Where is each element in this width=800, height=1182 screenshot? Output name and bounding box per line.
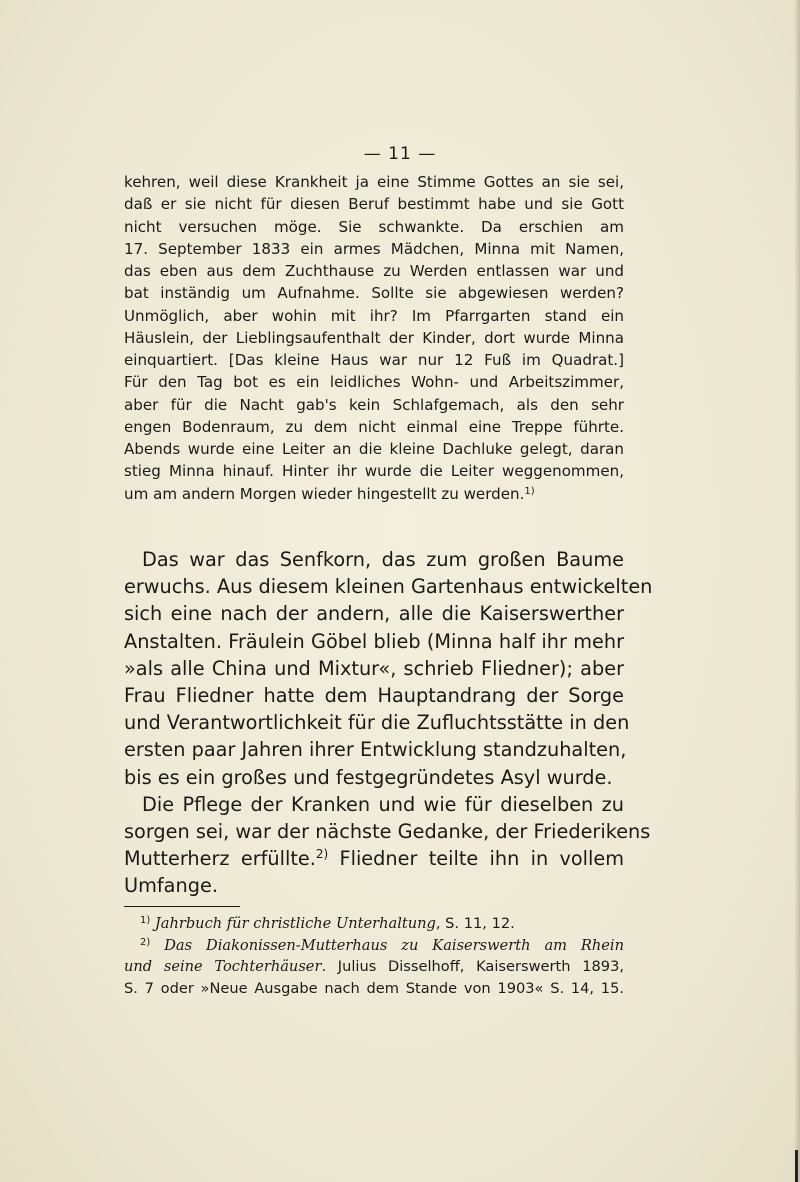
text-line: stieg Minna hinauf. Hinter ihr wurde die Leiter weggenommen, bbox=[124, 462, 624, 481]
footnote-text: , S. 11, 12. bbox=[435, 915, 515, 932]
text-line: Unmöglich, aber wohin mit ihr? Im Pfarrgarten stand ein bbox=[124, 306, 624, 325]
text-line: kehren, weil diese Krankheit ja eine Stimme Gottes an sie sei, bbox=[124, 173, 624, 191]
text-line: 17. September 1833 ein armes Mädchen, Minna mit Namen, bbox=[124, 239, 624, 258]
paragraph-small bbox=[124, 171, 624, 505]
footnote-marker: 1) bbox=[140, 915, 151, 926]
text-line: Für den Tag bot es ein leidliches Wohn- und Arbeitszimmer, bbox=[124, 373, 624, 392]
text-segment: Mutterherz erfüllte. bbox=[124, 847, 316, 871]
text-line: »als alle China und Mixtur«, schrieb Fliedner); aber bbox=[124, 656, 624, 680]
text-line: bat inständig um Aufnahme. Sollte sie abgewiesen werden? bbox=[124, 284, 624, 303]
text-line: engen Bodenraum, zu dem nicht einmal eine Treppe führte. bbox=[124, 417, 624, 436]
footnote-1 bbox=[124, 913, 624, 935]
footnote-reference: 2) bbox=[315, 847, 329, 862]
text-segment: Fliedner teilte ihn in vollem bbox=[328, 847, 625, 871]
text-line: sorgen sei, war der nächste Gedanke, der Friederikens bbox=[124, 820, 651, 844]
page-number: — 11 — bbox=[363, 144, 437, 164]
text-line: ersten paar Jahren ihrer Entwicklung standzuhalten, bbox=[124, 738, 627, 762]
footnote-text: . Julius Disselhoff, Kaiserswerth 1893, bbox=[321, 958, 624, 975]
text-line bbox=[124, 845, 624, 872]
text-line: Die Pflege der Kranken und wie für dieselben zu bbox=[142, 792, 624, 816]
footnote-title: Jahrbuch für christliche Unterhaltung bbox=[154, 915, 436, 932]
text-line: bis es ein großes und festgegründetes Asyl wurde. bbox=[124, 765, 613, 789]
text-line: Umfange. bbox=[124, 874, 218, 898]
footnote-2 bbox=[124, 935, 624, 957]
text-line: sich eine nach der andern, alle die Kaiserswerther bbox=[124, 602, 624, 626]
text-line: daß er sie nicht für diesen Beruf bestimmt habe und sie Gott bbox=[124, 195, 624, 214]
page-edge-shadow bbox=[794, 0, 800, 1182]
text-line: das eben aus dem Zuchthause zu Werden entlassen war und bbox=[124, 262, 624, 280]
paragraph-large bbox=[124, 546, 653, 900]
footnote-marker: 2) bbox=[140, 936, 151, 948]
text-line: Frau Fliedner hatte dem Hauptandrang der Sorge bbox=[124, 684, 624, 708]
text-line: erwuchs. Aus diesem kleinen Gartenhaus entwickelten bbox=[124, 575, 653, 599]
footnote-reference: 1) bbox=[524, 485, 535, 497]
text-line: und Verantwortlichkeit für die Zufluchtsstätte in den bbox=[124, 711, 630, 735]
page-edge-mark bbox=[795, 1150, 798, 1182]
text-line: einquartiert. [Das kleine Haus war nur 12 Fuß im Quadrat.] bbox=[124, 351, 624, 369]
text-line bbox=[124, 483, 624, 505]
footnote-2-cont: S. 7 oder »Neue Ausgabe nach dem Stande von 1903« S. 14, 15. bbox=[124, 979, 624, 997]
footnote-title: Das Diakonissen-Mutterhaus zu Kaiserswerth am Rhein bbox=[164, 936, 624, 954]
text-segment: um am andern Morgen wieder hingestellt zu werden. bbox=[124, 484, 525, 503]
text-line: nicht versuchen möge. Sie schwankte. Da erschien am bbox=[124, 217, 624, 236]
text-line: Das war das Senfkorn, das zum großen Baume bbox=[142, 548, 624, 571]
text-line: Häuslein, der Lieblingsaufenthalt der Kinder, dort wurde Minna bbox=[124, 328, 624, 347]
text-line: aber für die Nacht gab's kein Schlafgemach, als den sehr bbox=[124, 395, 624, 414]
footnote-2-cont bbox=[124, 956, 624, 978]
footnotes bbox=[124, 913, 624, 999]
text-line: Abends wurde eine Leiter an die kleine Dachluke gelegt, daran bbox=[124, 440, 624, 458]
footnote-divider bbox=[124, 906, 240, 907]
text-line: Anstalten. Fräulein Göbel blieb (Minna half ihr mehr bbox=[124, 629, 624, 653]
footnote-title: und seine Tochterhäuser bbox=[124, 958, 322, 975]
